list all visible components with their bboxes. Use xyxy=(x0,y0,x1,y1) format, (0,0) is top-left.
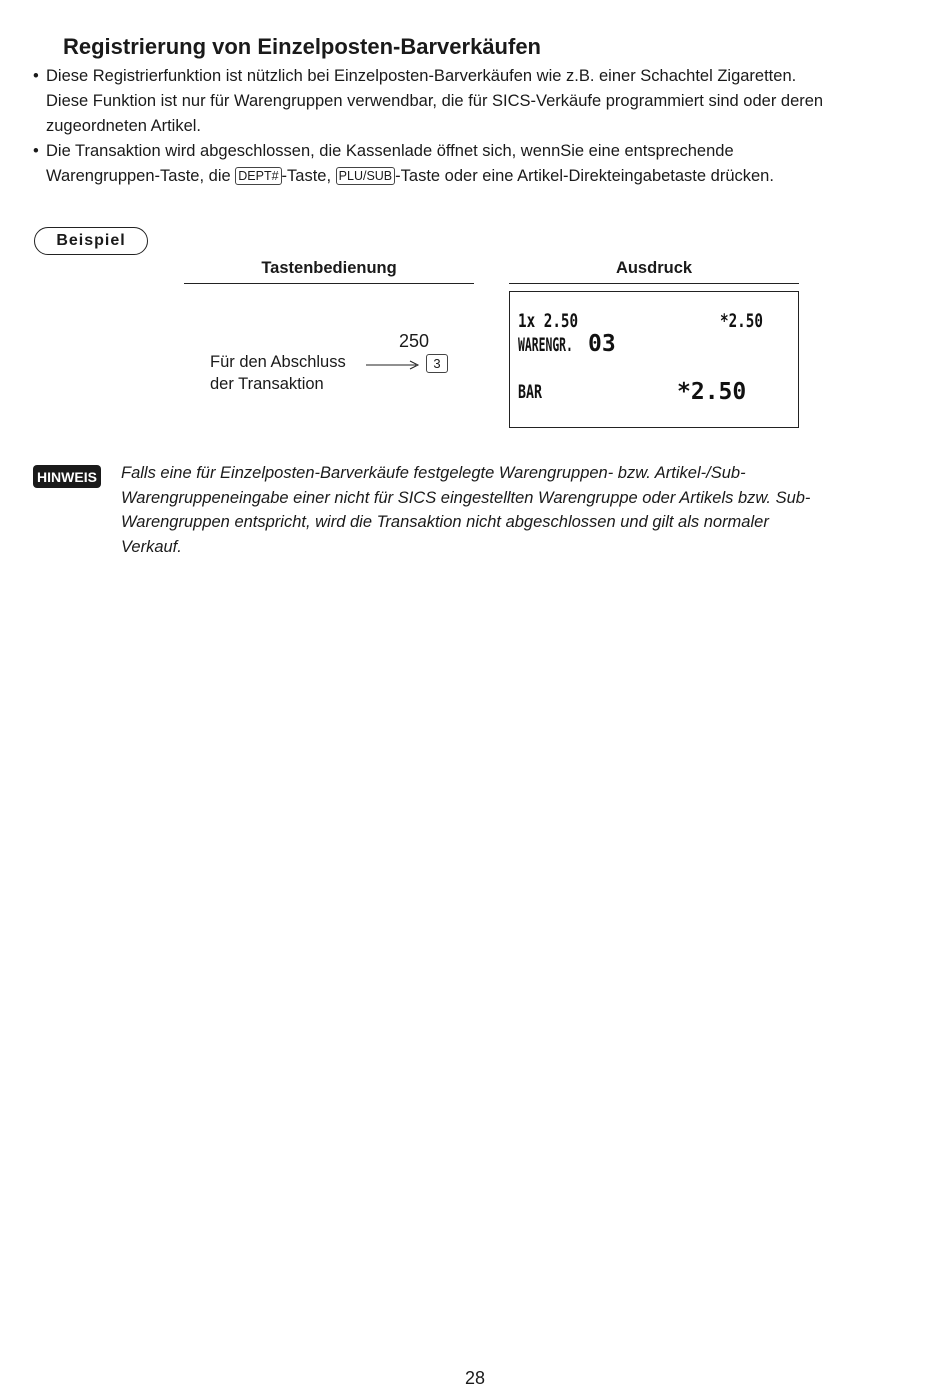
example-badge: Beispiel xyxy=(34,227,148,255)
receipt-printout xyxy=(509,291,799,428)
note-text xyxy=(121,461,911,559)
intro-2-line-2 xyxy=(46,164,923,189)
finalize-label-line-1: Für den Abschluss xyxy=(210,353,346,371)
intro-1-line-2: Diese Funktion ist nur für Warengruppen verwendbar, die für SICS-Verkäufe programmiert sind oder deren xyxy=(46,92,824,110)
receipt-line2-label: WARENGR. xyxy=(518,334,573,356)
section-title: Registrierung von Einzelposten-Barverkäufen xyxy=(63,34,541,59)
intro-2-line-1: Die Transaktion wird abgeschlossen, die Kassenlade öffnet sich, wennSie eine entsprechende xyxy=(46,142,734,160)
intro-2-text-b: -Taste, xyxy=(281,167,336,185)
note-line-4: Verkauf. xyxy=(121,537,182,556)
numeric-key-3: 3 xyxy=(426,354,448,373)
bullet-marker: • xyxy=(33,142,39,160)
receipt-line3-left: BAR xyxy=(518,381,543,403)
note-line-1: Falls eine für Einzelposten-Barverkäufe festgelegte Warengruppen- bzw. Artikel-/Sub- xyxy=(121,464,746,482)
intro-2-text-c: -Taste oder eine Artikel-Direkteingabetaste drücken. xyxy=(395,167,774,185)
dept-key: DEPT# xyxy=(235,167,281,185)
intro-2-text-a: Warengruppen-Taste, die xyxy=(46,167,236,185)
receipt-line2-value: 03 xyxy=(588,331,616,357)
printout-header: Ausdruck xyxy=(615,259,693,277)
intro-bullet-2 xyxy=(33,139,923,189)
entry-value: 250 xyxy=(399,331,430,351)
finalize-label-line-2: der Transaktion xyxy=(210,375,324,393)
printout-rule xyxy=(509,283,799,284)
plu-sub-key: PLU/SUB xyxy=(336,167,396,185)
intro-1-line-3: zugeordneten Artikel. xyxy=(46,117,202,135)
arrow-right-icon xyxy=(366,359,422,371)
key-operation-rule xyxy=(184,283,474,284)
receipt-line1-right: *2.50 xyxy=(720,310,763,332)
key-operation-header: Tastenbedienung xyxy=(261,259,397,277)
bullet-marker: • xyxy=(33,67,39,85)
intro-bullet-1 xyxy=(33,64,923,139)
intro-1-line-1: Diese Registrierfunktion ist nützlich bei Einzelposten-Barverkäufen wie z.B. einer Schachtel Zigaretten. xyxy=(46,67,797,85)
note-line-3: Warengruppen entspricht, wird die Transaktion nicht abgeschlossen und gilt als normaler xyxy=(121,513,769,531)
note-badge: HINWEIS xyxy=(33,465,101,488)
receipt-line3-right: *2.50 xyxy=(677,379,747,405)
page-number: 28 xyxy=(464,1368,486,1388)
note-line-2: Warengruppeneingabe einer nicht für SICS eingestellten Warengruppe oder Artikels bzw. Sub- xyxy=(121,488,811,507)
receipt-line1-left: 1x 2.50 xyxy=(518,310,579,332)
